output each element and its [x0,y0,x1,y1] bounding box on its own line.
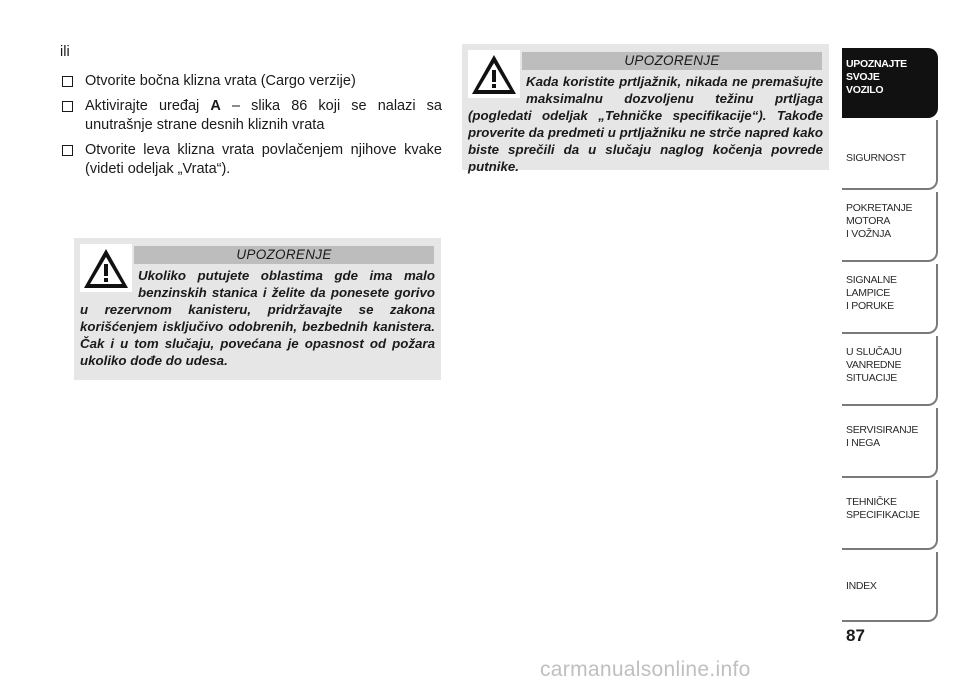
tab-vanredne-situacije[interactable]: U SLUČAJU VANREDNE SITUACIJE [842,336,938,406]
list-item [60,141,442,179]
step-text-after: – slika 86 koji se nalazi sa unutrašnje strane desnih kliznih vrata [85,98,443,133]
tab-tehnicke-specifikacije[interactable]: TEHNIČKE SPECIFIKACIJE [842,480,938,550]
list-item [60,97,442,135]
step-text: Otvorite leva klizna vrata povlačenjem njihove kvake (videti odeljak „Vrata“). [85,142,442,177]
tab-signalne-lampice[interactable]: SIGNALNE LAMPICE I PORUKE [842,264,938,334]
checkbox-bullet-icon [62,101,73,112]
tab-index[interactable]: INDEX [842,552,938,622]
warning-text: Kada koristite prtljažnik, nikada ne premašujte maksimalnu dozvoljenu težinu prtljaga (pogledati odeljak „Tehničke specifikacije“). Takođe proverite da predmeti u prtljažniku ne strče napred kako biste sprečili da u slučaju naglog kočenja povrede putnike. [468,74,823,174]
list-item [60,72,442,91]
tab-sigurnost[interactable]: SIGURNOST [842,120,938,190]
device-letter: A [210,98,221,114]
page-number: 87 [846,626,865,645]
intro-text: ili [60,44,70,60]
warning-box-luggage [462,44,829,174]
step-text: Otvorite bočna klizna vrata (Cargo verzije) [85,73,356,89]
warning-title: UPOZORENJE [134,246,434,264]
tab-servisiranje[interactable]: SERVISIRANJE I NEGA [842,408,938,478]
warning-title: UPOZORENJE [522,52,822,70]
watermark: carmanualsonline.info [540,658,751,681]
warning-box-fuel [74,238,441,380]
step-text-before: Aktivirajte uređaj [85,98,211,114]
warning-text: Ukoliko putujete oblastima gde ima malo benzinskih stanica i želite da ponesete gorivo u rezervnom kanisteru, pridržavajte se zakona korišćenjem isključivo odobrenih, bezbednih kanistera. Čak i u tom slučaju, povećana je opasnost od požara ukoliko dođe do udesa. [80,268,435,368]
checkbox-bullet-icon [62,145,73,156]
steps-list [60,72,442,185]
tab-pokretanje-motora[interactable]: POKRETANJE MOTORA I VOŽNJA [842,192,938,262]
checkbox-bullet-icon [62,76,73,87]
tab-upoznajte-svoje-vozilo[interactable]: UPOZNAJTE SVOJE VOZILO [842,48,938,118]
